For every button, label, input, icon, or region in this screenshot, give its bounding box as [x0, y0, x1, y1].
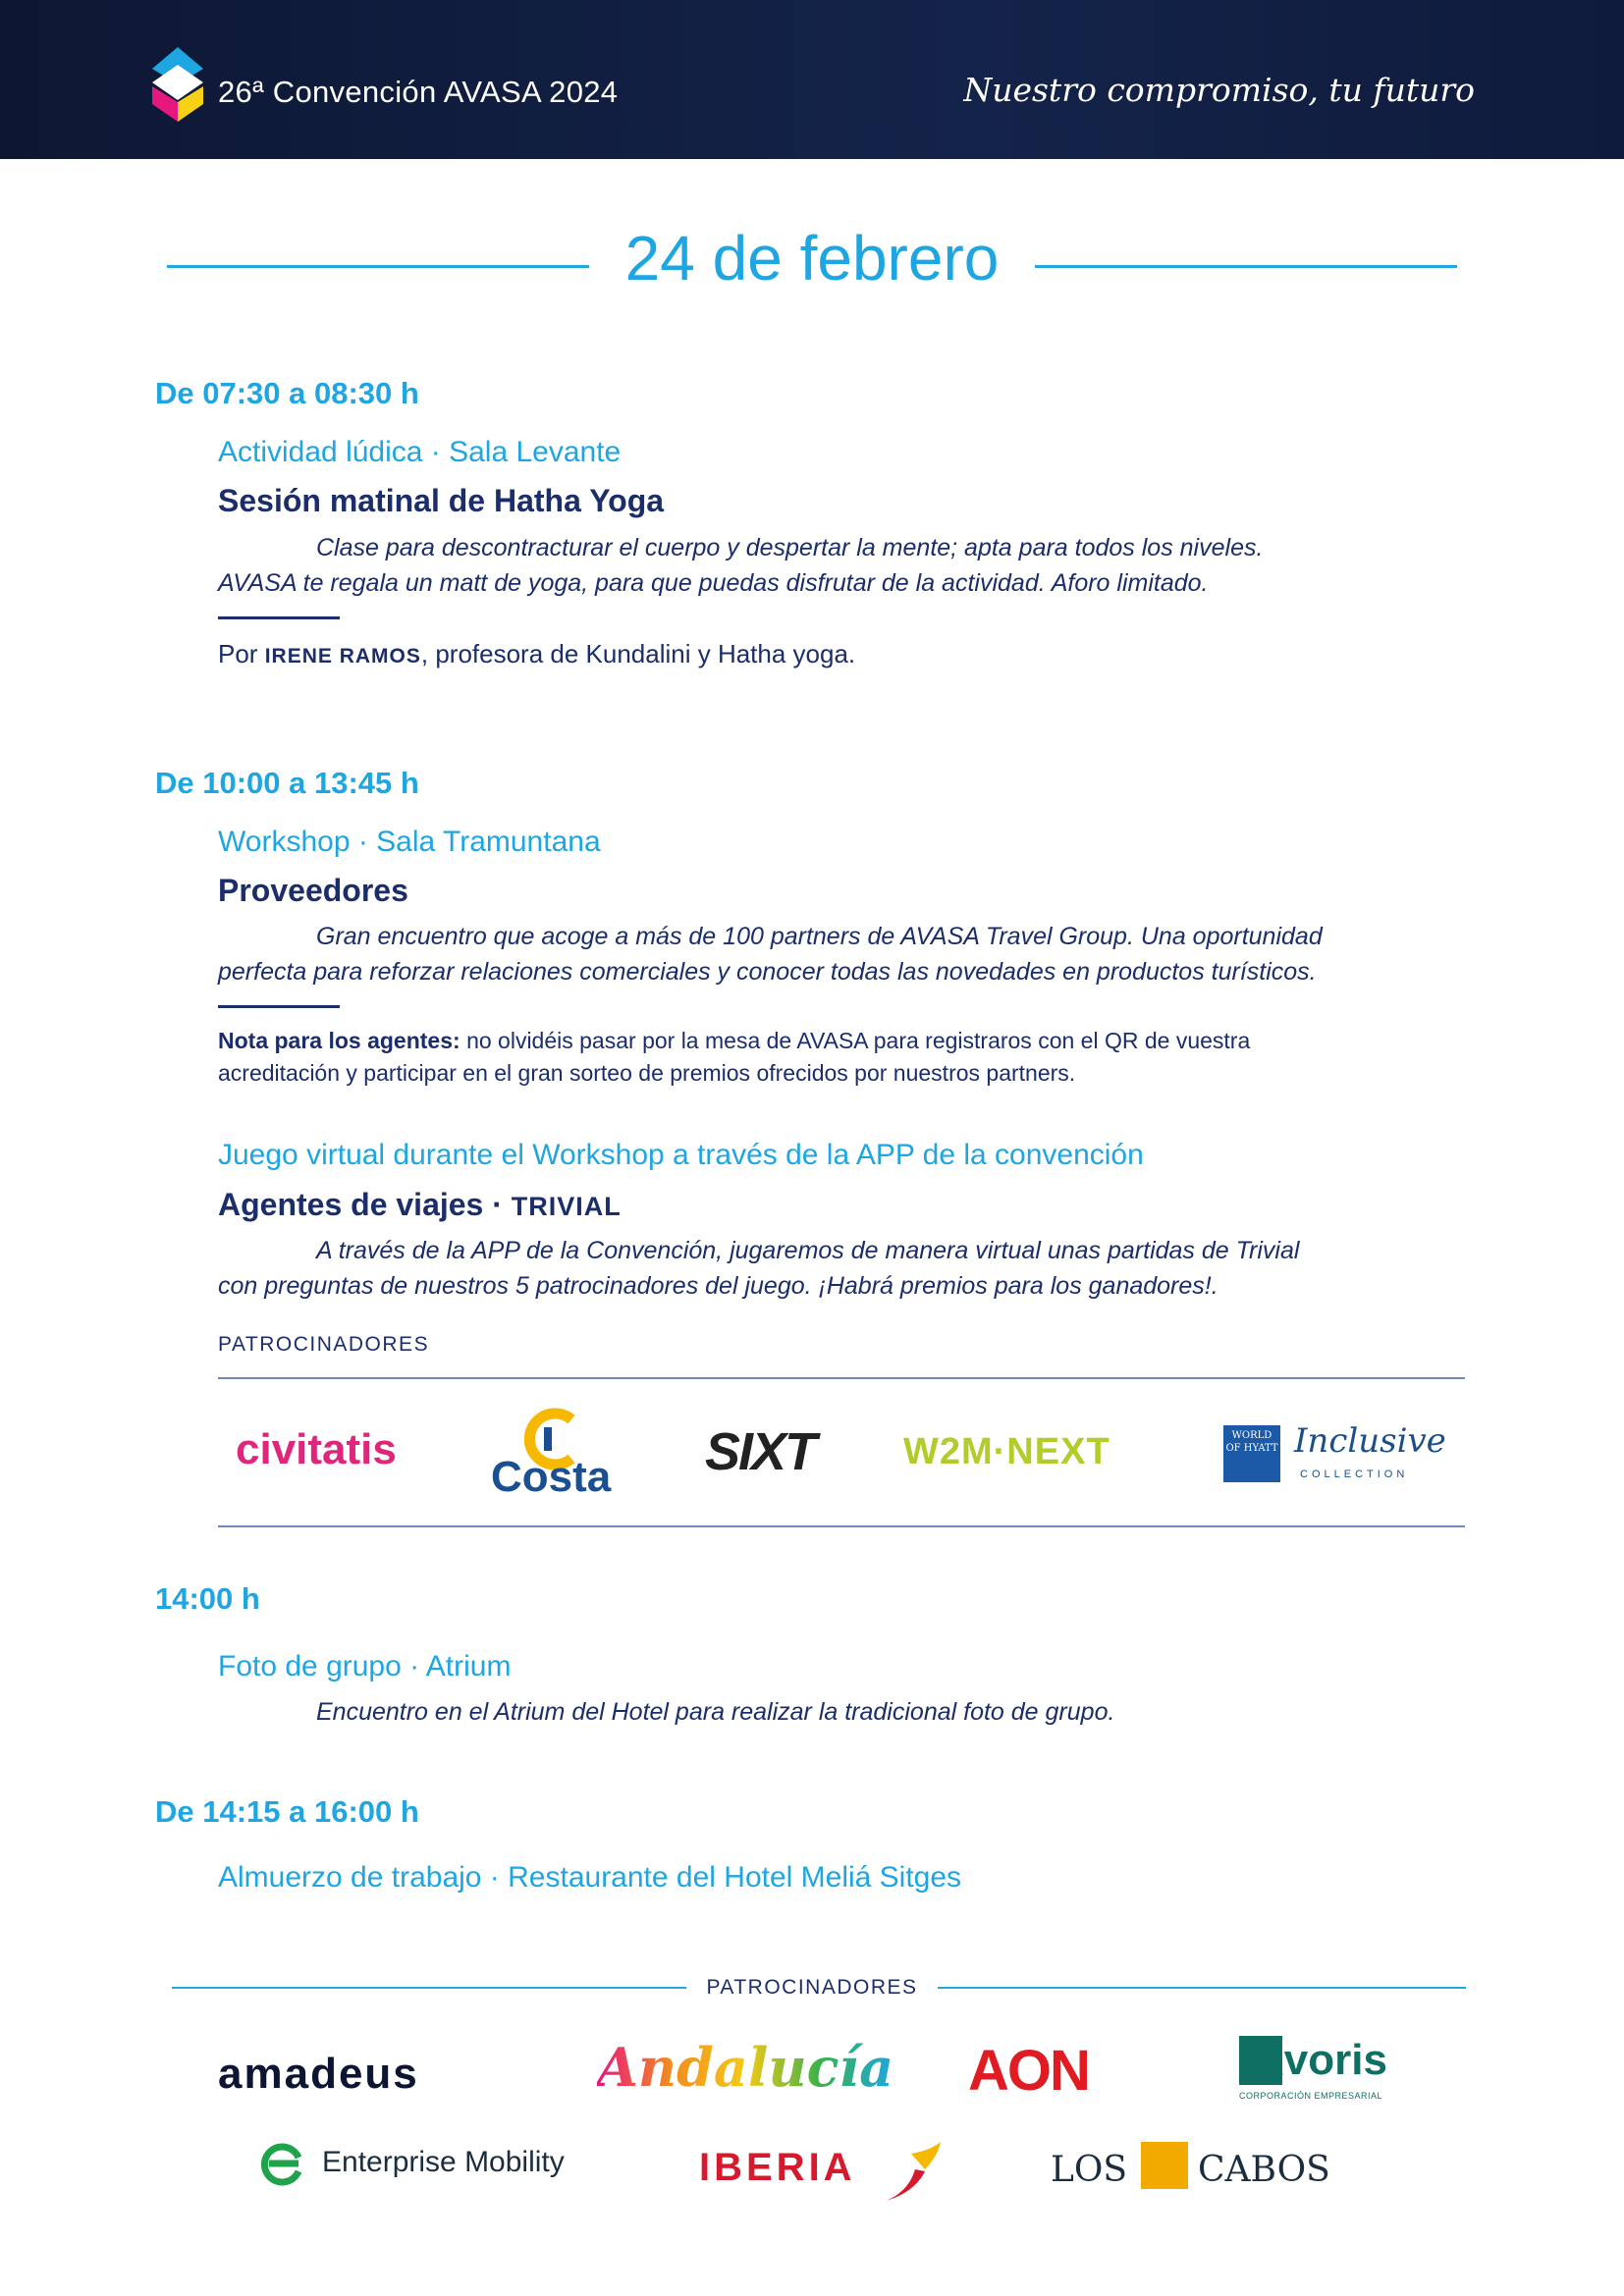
civitatis-logo: civitatis: [236, 1425, 397, 1473]
session-title: Proveedores: [218, 873, 408, 908]
costa-wordmark: Costa: [491, 1453, 612, 1501]
bottom-sponsors-label-text: PATROCINADORES: [686, 1976, 937, 1999]
enterprise-e-icon: [255, 2138, 306, 2189]
session-activity: Foto de grupo · Atrium: [218, 1650, 512, 1682]
session-activity: Workshop · Sala Tramuntana: [218, 826, 601, 858]
enterprise-wordmark: Enterprise Mobility: [322, 2146, 565, 2178]
note-line: [218, 1025, 1465, 1057]
avoris-tagline: CORPORACIÓN EMPRESARIAL: [1239, 2091, 1383, 2101]
iberia-wordmark: IBERIA: [699, 2146, 856, 2189]
session-activity: Actividad lúdica · Sala Levante: [218, 436, 622, 468]
session-activity: Almuerzo de trabajo · Restaurante del Hotel Meliá Sitges: [218, 1861, 962, 1894]
enterprise-mobility-logo: [255, 2138, 615, 2189]
los-cabos-logo: [1051, 2140, 1331, 2195]
andalucia-logo: [597, 2036, 893, 2099]
andalucia-wordmark: Andalucía: [597, 2036, 894, 2099]
los-wordmark: LOS: [1051, 2150, 1128, 2190]
description-line: Gran encuentro que acoge a más de 100 partners de AVASA Travel Group. Una oportunidad: [316, 923, 1323, 950]
sponsors-rule-bottom: [218, 1525, 1465, 1527]
description-line: AVASA te regala un matt de yoga, para que puedas disfrutar de la actividad. Aforo limitado.: [218, 569, 1209, 597]
speaker-prefix: Por: [218, 639, 265, 668]
session-activity: Juego virtual durante el Workshop a través de la APP de la convención: [218, 1139, 1144, 1171]
tagline: Nuestro compromiso, tu futuro: [963, 71, 1475, 109]
session-time: De 14:15 a 16:00 h: [155, 1794, 419, 1829]
note-text: no olvidéis pasar por la mesa de AVASA para registraros con el QR de vuestra: [460, 1028, 1251, 1053]
session-title-text: Agentes de viajes ·: [218, 1187, 512, 1222]
description-line: Clase para descontracturar el cuerpo y despertar la mente; apta para todos los niveles.: [316, 534, 1264, 561]
session-description: Encuentro en el Atrium del Hotel para realizar la tradicional foto de grupo.: [316, 1698, 1115, 1726]
sixt-logo: SIXT: [705, 1422, 816, 1481]
speaker: [218, 639, 855, 669]
session-time: De 10:00 a 13:45 h: [155, 766, 419, 800]
agents-note: [218, 1025, 1465, 1090]
iberia-wing-icon: [882, 2140, 945, 2203]
note-line: acreditación y participar en el gran sorteo de premios ofrecidos por nuestros partners.: [218, 1060, 1076, 1086]
bottom-sponsors-label: [0, 1976, 1624, 2000]
session-description: [218, 1233, 1465, 1304]
description-line: perfecta para reforzar relaciones comerciales y conocer todas las novedades en productos turísticos.: [218, 958, 1317, 986]
hyatt-inclusive-logo: [1223, 1421, 1446, 1484]
aon-logo: AON: [968, 2039, 1089, 2103]
los-cabos-sun-icon: [1141, 2142, 1188, 2189]
w2m-next-logo: W2M·NEXT: [903, 1431, 1110, 1472]
date-heading-text: 24 de febrero: [608, 223, 1017, 294]
avoris-wordmark: Ávoris: [1253, 2036, 1387, 2084]
convention-title: 26ª Convención AVASA 2024: [218, 75, 619, 109]
session-title: [218, 1187, 622, 1223]
sponsors-label: PATROCINADORES: [218, 1333, 430, 1356]
session-description: [218, 919, 1465, 989]
speaker-name: IRENE RAMOS: [264, 645, 421, 667]
sponsors-rule-top: [218, 1377, 1465, 1379]
description-line: A través de la APP de la Convención, jugaremos de manera virtual unas partidas de Trivial: [316, 1237, 1300, 1264]
divider: [218, 1005, 340, 1008]
speaker-role: , profesora de Kundalini y Hatha yoga.: [420, 639, 856, 668]
session-time: De 07:30 a 08:30 h: [155, 376, 419, 410]
session-title: Sesión matinal de Hatha Yoga: [218, 483, 665, 518]
divider: [218, 616, 340, 619]
session-description: [218, 530, 1465, 601]
cabos-wordmark: CABOS: [1198, 2150, 1330, 2190]
costa-logo: [489, 1406, 619, 1500]
session-time: 14:00 h: [155, 1581, 260, 1616]
note-label: Nota para los agentes:: [218, 1028, 460, 1053]
amadeus-logo: amadeus: [218, 2050, 419, 2098]
iberia-logo: [699, 2140, 945, 2203]
avasa-logo-icon: [152, 47, 203, 122]
avoris-logo: [1239, 2036, 1398, 2107]
inclusive-wordmark: Inclusive: [1294, 1421, 1446, 1461]
trivial-tag: TRIVIAL: [511, 1192, 622, 1221]
date-heading: [0, 222, 1624, 294]
collection-wordmark: COLLECTION: [1300, 1468, 1409, 1480]
world-of-hyatt-badge: WORLD OF HYATT: [1223, 1425, 1280, 1482]
description-line: con preguntas de nuestros 5 patrocinadores del juego. ¡Habrá premios para los ganadores!.: [218, 1272, 1218, 1300]
